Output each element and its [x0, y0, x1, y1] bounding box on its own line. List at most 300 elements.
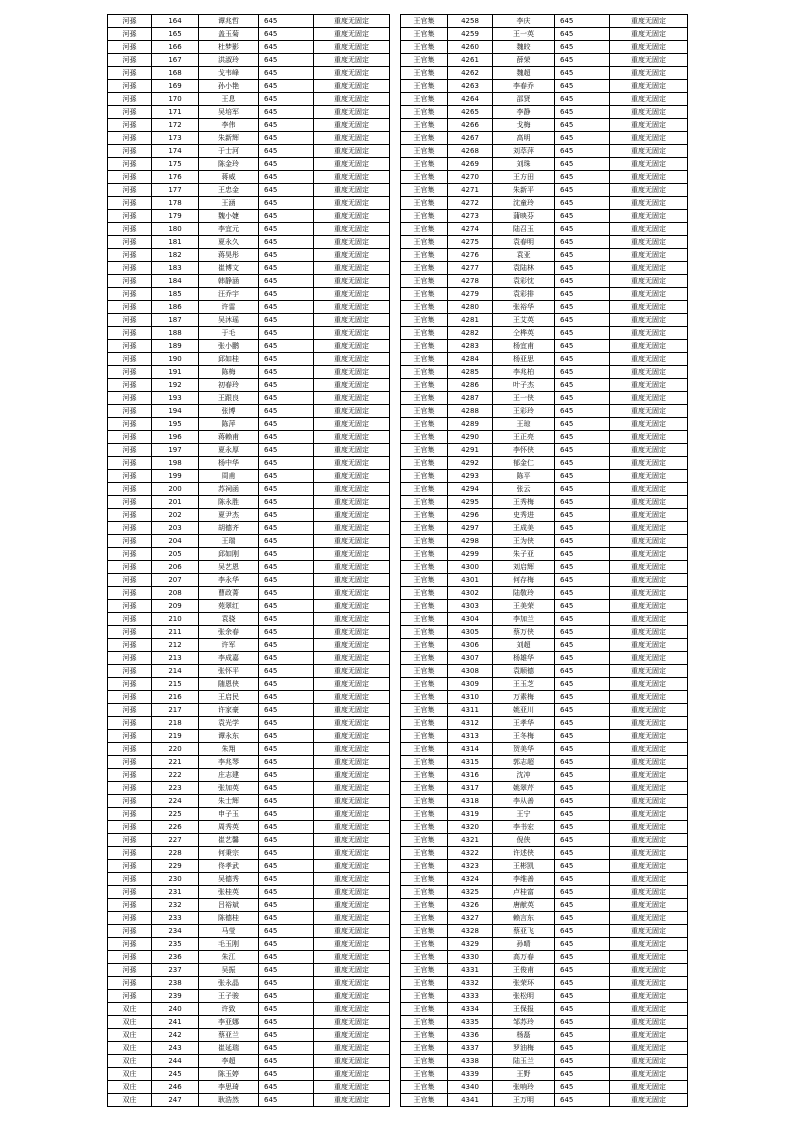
table-row [401, 535, 688, 548]
village-cell: 河孫 [108, 366, 152, 379]
village-cell: 王官集 [401, 405, 448, 418]
disability-level-cell: 重度无固定 [314, 938, 390, 951]
unit-cell: 645 [555, 535, 610, 548]
village-cell: 王官集 [401, 496, 448, 509]
table-row [401, 1029, 688, 1042]
village-cell: 河孫 [108, 912, 152, 925]
serial-number-cell: 4269 [448, 158, 493, 171]
table-row [401, 1042, 688, 1055]
village-cell: 河孫 [108, 184, 152, 197]
unit-cell: 645 [259, 808, 314, 821]
table-row [108, 873, 390, 886]
table-row [108, 340, 390, 353]
table-row [401, 743, 688, 756]
serial-number-cell: 4262 [448, 67, 493, 80]
unit-cell: 645 [259, 665, 314, 678]
unit-cell: 645 [259, 249, 314, 262]
serial-number-cell: 4278 [448, 275, 493, 288]
person-name-cell: 李成嘉 [199, 652, 259, 665]
table-row [401, 730, 688, 743]
unit-cell: 645 [555, 678, 610, 691]
person-name-cell: 张松明 [493, 990, 555, 1003]
village-cell: 河孫 [108, 743, 152, 756]
serial-number-cell: 211 [152, 626, 199, 639]
serial-number-cell: 183 [152, 262, 199, 275]
unit-cell: 645 [259, 886, 314, 899]
disability-level-cell: 重度无固定 [610, 236, 688, 249]
serial-number-cell: 4312 [448, 717, 493, 730]
village-cell: 王官集 [401, 730, 448, 743]
disability-level-cell: 重度无固定 [314, 80, 390, 93]
serial-number-cell: 193 [152, 392, 199, 405]
table-row [108, 548, 390, 561]
serial-number-cell: 4267 [448, 132, 493, 145]
serial-number-cell: 235 [152, 938, 199, 951]
table-row [401, 1016, 688, 1029]
left-roster-body [108, 15, 390, 1107]
serial-number-cell: 207 [152, 574, 199, 587]
table-row [401, 873, 688, 886]
village-cell: 王官集 [401, 54, 448, 67]
person-name-cell: 崔艺馨 [199, 834, 259, 847]
table-row [108, 1055, 390, 1068]
disability-level-cell: 重度无固定 [610, 821, 688, 834]
village-cell: 王官集 [401, 379, 448, 392]
village-cell: 河孫 [108, 223, 152, 236]
table-row [108, 808, 390, 821]
table-row [108, 756, 390, 769]
village-cell: 河孫 [108, 860, 152, 873]
unit-cell: 645 [259, 54, 314, 67]
village-cell: 河孫 [108, 665, 152, 678]
table-row [108, 444, 390, 457]
person-name-cell: 李伟 [199, 119, 259, 132]
village-cell: 王官集 [401, 210, 448, 223]
table-row [401, 353, 688, 366]
disability-level-cell: 重度无固定 [314, 587, 390, 600]
village-cell: 双庄 [108, 1003, 152, 1016]
table-row [108, 184, 390, 197]
disability-level-cell: 重度无固定 [314, 28, 390, 41]
unit-cell: 645 [259, 223, 314, 236]
table-row [401, 106, 688, 119]
village-cell: 王官集 [401, 691, 448, 704]
disability-level-cell: 重度无固定 [314, 236, 390, 249]
unit-cell: 645 [555, 938, 610, 951]
serial-number-cell: 4321 [448, 834, 493, 847]
village-cell: 王官集 [401, 561, 448, 574]
table-row [108, 626, 390, 639]
serial-number-cell: 204 [152, 535, 199, 548]
table-row [401, 938, 688, 951]
unit-cell: 645 [555, 431, 610, 444]
disability-level-cell: 重度无固定 [610, 1068, 688, 1081]
unit-cell: 645 [555, 925, 610, 938]
table-row [108, 80, 390, 93]
village-cell: 河孫 [108, 730, 152, 743]
village-cell: 王官集 [401, 665, 448, 678]
disability-level-cell: 重度无固定 [610, 288, 688, 301]
serial-number-cell: 229 [152, 860, 199, 873]
disability-level-cell: 重度无固定 [314, 626, 390, 639]
serial-number-cell: 4331 [448, 964, 493, 977]
unit-cell: 645 [555, 275, 610, 288]
unit-cell: 645 [259, 496, 314, 509]
disability-level-cell: 重度无固定 [314, 171, 390, 184]
disability-level-cell: 重度无固定 [314, 782, 390, 795]
disability-level-cell: 重度无固定 [314, 366, 390, 379]
unit-cell: 645 [259, 236, 314, 249]
disability-level-cell: 重度无固定 [314, 444, 390, 457]
table-row [401, 483, 688, 496]
unit-cell: 645 [555, 106, 610, 119]
disability-level-cell: 重度无固定 [610, 301, 688, 314]
person-name-cell: 王一侠 [493, 392, 555, 405]
person-name-cell: 蔡亚飞 [493, 925, 555, 938]
person-name-cell: 李庆 [493, 15, 555, 28]
table-row [108, 782, 390, 795]
disability-level-cell: 重度无固定 [610, 691, 688, 704]
serial-number-cell: 4315 [448, 756, 493, 769]
person-name-cell: 吕裕斌 [199, 899, 259, 912]
disability-level-cell: 重度无固定 [610, 314, 688, 327]
person-name-cell: 袁光学 [199, 717, 259, 730]
person-name-cell: 袁春明 [493, 236, 555, 249]
disability-level-cell: 重度无固定 [610, 860, 688, 873]
unit-cell: 645 [259, 951, 314, 964]
person-name-cell: 刘超 [493, 639, 555, 652]
table-row [108, 925, 390, 938]
village-cell: 王官集 [401, 457, 448, 470]
person-name-cell: 张怀平 [199, 665, 259, 678]
serial-number-cell: 4317 [448, 782, 493, 795]
table-row [401, 496, 688, 509]
unit-cell: 645 [555, 717, 610, 730]
serial-number-cell: 199 [152, 470, 199, 483]
disability-level-cell: 重度无固定 [314, 769, 390, 782]
unit-cell: 645 [555, 600, 610, 613]
village-cell: 河孫 [108, 704, 152, 717]
village-cell: 王官集 [401, 249, 448, 262]
person-name-cell: 王跟良 [199, 392, 259, 405]
serial-number-cell: 4316 [448, 769, 493, 782]
village-cell: 王官集 [401, 509, 448, 522]
table-row [108, 67, 390, 80]
disability-level-cell: 重度无固定 [610, 756, 688, 769]
village-cell: 王官集 [401, 886, 448, 899]
disability-level-cell: 重度无固定 [314, 119, 390, 132]
unit-cell: 645 [259, 1042, 314, 1055]
unit-cell: 645 [259, 678, 314, 691]
village-cell: 河孫 [108, 639, 152, 652]
person-name-cell: 陆玉兰 [493, 1055, 555, 1068]
person-name-cell: 袁彩忱 [493, 275, 555, 288]
serial-number-cell: 4288 [448, 405, 493, 418]
serial-number-cell: 4277 [448, 262, 493, 275]
serial-number-cell: 217 [152, 704, 199, 717]
table-row [401, 808, 688, 821]
unit-cell: 645 [259, 444, 314, 457]
serial-number-cell: 245 [152, 1068, 199, 1081]
unit-cell: 645 [555, 171, 610, 184]
unit-cell: 645 [555, 392, 610, 405]
disability-level-cell: 重度无固定 [314, 1068, 390, 1081]
person-name-cell: 朱江 [199, 951, 259, 964]
table-row [401, 1055, 688, 1068]
serial-number-cell: 246 [152, 1081, 199, 1094]
village-cell: 王官集 [401, 223, 448, 236]
serial-number-cell: 4294 [448, 483, 493, 496]
disability-level-cell: 重度无固定 [314, 327, 390, 340]
serial-number-cell: 4290 [448, 431, 493, 444]
disability-level-cell: 重度无固定 [610, 444, 688, 457]
disability-level-cell: 重度无固定 [610, 574, 688, 587]
village-cell: 王官集 [401, 470, 448, 483]
table-row [108, 41, 390, 54]
disability-level-cell: 重度无固定 [314, 301, 390, 314]
unit-cell: 645 [259, 67, 314, 80]
disability-level-cell: 重度无固定 [314, 821, 390, 834]
village-cell: 河孫 [108, 483, 152, 496]
village-cell: 河孫 [108, 145, 152, 158]
person-name-cell: 李思琦 [199, 1081, 259, 1094]
person-name-cell: 戈韦峰 [199, 67, 259, 80]
unit-cell: 645 [259, 145, 314, 158]
disability-level-cell: 重度无固定 [610, 665, 688, 678]
table-row [108, 366, 390, 379]
disability-level-cell: 重度无固定 [314, 314, 390, 327]
table-row [108, 223, 390, 236]
table-row [401, 821, 688, 834]
table-row [108, 327, 390, 340]
table-row [108, 1094, 390, 1107]
unit-cell: 645 [555, 197, 610, 210]
table-row [108, 119, 390, 132]
person-name-cell: 陈萍 [199, 418, 259, 431]
table-row [108, 795, 390, 808]
village-cell: 河孫 [108, 834, 152, 847]
village-cell: 河孫 [108, 717, 152, 730]
person-name-cell: 袁彩排 [493, 288, 555, 301]
serial-number-cell: 208 [152, 587, 199, 600]
person-name-cell: 蔡亚兰 [199, 1029, 259, 1042]
disability-level-cell: 重度无固定 [610, 990, 688, 1003]
village-cell: 河孫 [108, 392, 152, 405]
unit-cell: 645 [555, 379, 610, 392]
village-cell: 河孫 [108, 899, 152, 912]
village-cell: 河孫 [108, 28, 152, 41]
person-name-cell: 曹政菁 [199, 587, 259, 600]
unit-cell: 645 [259, 470, 314, 483]
serial-number-cell: 238 [152, 977, 199, 990]
unit-cell: 645 [555, 951, 610, 964]
person-name-cell: 史秀进 [493, 509, 555, 522]
table-row [401, 158, 688, 171]
table-row [108, 54, 390, 67]
person-name-cell: 唐献英 [493, 899, 555, 912]
serial-number-cell: 189 [152, 340, 199, 353]
serial-number-cell: 4275 [448, 236, 493, 249]
village-cell: 河孫 [108, 379, 152, 392]
unit-cell: 645 [259, 262, 314, 275]
serial-number-cell: 209 [152, 600, 199, 613]
person-name-cell: 张裕华 [493, 301, 555, 314]
village-cell: 河孫 [108, 340, 152, 353]
table-row [401, 119, 688, 132]
unit-cell: 645 [259, 418, 314, 431]
person-name-cell: 陆召玉 [493, 223, 555, 236]
table-row [401, 327, 688, 340]
disability-level-cell: 重度无固定 [610, 431, 688, 444]
village-cell: 河孫 [108, 93, 152, 106]
person-name-cell: 袁陆林 [493, 262, 555, 275]
person-name-cell: 苏祠函 [199, 483, 259, 496]
unit-cell: 645 [555, 405, 610, 418]
village-cell: 河孫 [108, 938, 152, 951]
village-cell: 河孫 [108, 769, 152, 782]
table-row [108, 587, 390, 600]
serial-number-cell: 4301 [448, 574, 493, 587]
table-row [108, 171, 390, 184]
village-cell: 王官集 [401, 925, 448, 938]
village-cell: 河孫 [108, 15, 152, 28]
right-roster-body [401, 15, 688, 1107]
serial-number-cell: 173 [152, 132, 199, 145]
person-name-cell: 杨中华 [199, 457, 259, 470]
village-cell: 河孫 [108, 782, 152, 795]
village-cell: 双庄 [108, 1029, 152, 1042]
village-cell: 王官集 [401, 301, 448, 314]
right-roster-table [400, 14, 688, 1107]
disability-level-cell: 重度无固定 [314, 678, 390, 691]
serial-number-cell: 4260 [448, 41, 493, 54]
unit-cell: 645 [555, 522, 610, 535]
person-name-cell: 何秉宗 [199, 847, 259, 860]
village-cell: 河孫 [108, 652, 152, 665]
serial-number-cell: 4265 [448, 106, 493, 119]
serial-number-cell: 219 [152, 730, 199, 743]
disability-level-cell: 重度无固定 [610, 132, 688, 145]
table-row [108, 457, 390, 470]
unit-cell: 645 [259, 119, 314, 132]
table-row [401, 951, 688, 964]
village-cell: 王官集 [401, 535, 448, 548]
person-name-cell: 邹苏玲 [493, 1016, 555, 1029]
serial-number-cell: 215 [152, 678, 199, 691]
unit-cell: 645 [259, 132, 314, 145]
disability-level-cell: 重度无固定 [610, 1042, 688, 1055]
unit-cell: 645 [555, 418, 610, 431]
disability-level-cell: 重度无固定 [610, 587, 688, 600]
person-name-cell: 马莹 [199, 925, 259, 938]
unit-cell: 645 [555, 886, 610, 899]
person-name-cell: 邱如刚 [199, 548, 259, 561]
unit-cell: 645 [555, 483, 610, 496]
disability-level-cell: 重度无固定 [610, 873, 688, 886]
disability-level-cell: 重度无固定 [314, 457, 390, 470]
person-name-cell: 王彩玲 [493, 405, 555, 418]
person-name-cell: 王保报 [493, 1003, 555, 1016]
village-cell: 王官集 [401, 1068, 448, 1081]
person-name-cell: 张桂英 [199, 886, 259, 899]
table-row [108, 535, 390, 548]
unit-cell: 645 [259, 691, 314, 704]
table-row [108, 691, 390, 704]
person-name-cell: 刘珠 [493, 158, 555, 171]
disability-level-cell: 重度无固定 [314, 899, 390, 912]
unit-cell: 645 [555, 912, 610, 925]
village-cell: 王官集 [401, 366, 448, 379]
village-cell: 王官集 [401, 821, 448, 834]
unit-cell: 645 [259, 769, 314, 782]
serial-number-cell: 4336 [448, 1029, 493, 1042]
table-row [401, 782, 688, 795]
disability-level-cell: 重度无固定 [314, 756, 390, 769]
disability-level-cell: 重度无固定 [314, 639, 390, 652]
serial-number-cell: 247 [152, 1094, 199, 1107]
unit-cell: 645 [555, 808, 610, 821]
table-row [401, 509, 688, 522]
table-row [401, 15, 688, 28]
table-row [108, 652, 390, 665]
unit-cell: 645 [259, 639, 314, 652]
table-row [108, 1068, 390, 1081]
serial-number-cell: 4285 [448, 366, 493, 379]
serial-number-cell: 222 [152, 769, 199, 782]
person-name-cell: 张小鹏 [199, 340, 259, 353]
village-cell: 王官集 [401, 15, 448, 28]
unit-cell: 645 [259, 301, 314, 314]
table-row [108, 717, 390, 730]
serial-number-cell: 4286 [448, 379, 493, 392]
village-cell: 河孫 [108, 301, 152, 314]
table-row [108, 301, 390, 314]
unit-cell: 645 [259, 938, 314, 951]
person-name-cell: 李兆琴 [199, 756, 259, 769]
serial-number-cell: 170 [152, 93, 199, 106]
serial-number-cell: 4309 [448, 678, 493, 691]
serial-number-cell: 4299 [448, 548, 493, 561]
serial-number-cell: 4276 [448, 249, 493, 262]
person-name-cell: 魏超 [493, 67, 555, 80]
unit-cell: 645 [259, 1029, 314, 1042]
person-name-cell: 何存梅 [493, 574, 555, 587]
unit-cell: 645 [259, 626, 314, 639]
disability-level-cell: 重度无固定 [610, 652, 688, 665]
person-name-cell: 耿浩然 [199, 1094, 259, 1107]
village-cell: 王官集 [401, 41, 448, 54]
serial-number-cell: 4326 [448, 899, 493, 912]
serial-number-cell: 4313 [448, 730, 493, 743]
disability-level-cell: 重度无固定 [610, 15, 688, 28]
village-cell: 王官集 [401, 444, 448, 457]
unit-cell: 645 [259, 977, 314, 990]
disability-level-cell: 重度无固定 [610, 977, 688, 990]
disability-level-cell: 重度无固定 [314, 951, 390, 964]
village-cell: 河孫 [108, 470, 152, 483]
disability-level-cell: 重度无固定 [314, 847, 390, 860]
table-row [108, 275, 390, 288]
table-row [401, 795, 688, 808]
serial-number-cell: 227 [152, 834, 199, 847]
disability-level-cell: 重度无固定 [314, 67, 390, 80]
unit-cell: 645 [555, 1094, 610, 1107]
person-name-cell: 毛玉刚 [199, 938, 259, 951]
table-row [401, 587, 688, 600]
table-row [108, 262, 390, 275]
table-row [401, 925, 688, 938]
person-name-cell: 吴德秀 [199, 873, 259, 886]
